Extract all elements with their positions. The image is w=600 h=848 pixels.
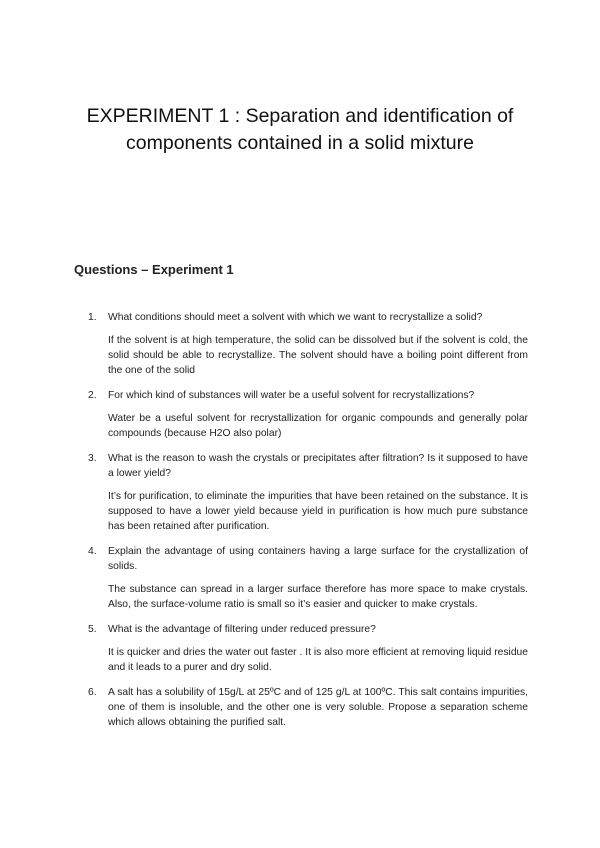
question-number: 2. [88,390,97,401]
question-text: For which kind of substances will water be a useful solvent for recrystallizations? [108,390,475,401]
question-item-3 [88,451,528,534]
answer-text: It is quicker and dries the water out faster . It is also more efficient at removing liquid residue and it leads to a purer and dry solid. [108,647,528,673]
question-text: What is the reason to wash the crystals or precipitates after filtration? Is it supposed to have a lower yield? [108,453,528,479]
question-number: 5. [88,624,97,635]
question-number: 4. [88,546,97,557]
questions-list [88,310,528,740]
question-number: 3. [88,453,97,464]
section-heading: Questions – Experiment 1 [74,262,234,277]
answer-text: If the solvent is at high temperature, the solid can be dissolved but if the solvent is cold, the solid should be able to recrystallize. The solvent should have a boiling point different from the one of the solid [108,335,528,376]
document-title [40,103,560,157]
document-title-line-1: EXPERIMENT 1 : Separation and identification of [86,105,514,128]
question-item-5 [88,622,528,675]
question-item-6 [88,685,528,730]
answer-text: It’s for purification, to eliminate the impurities that have been retained on the substance. It is supposed to have a lower yield because yield in purification is how much pure substance has been retained after purification. [108,491,528,532]
question-item-4 [88,544,528,612]
document-title-line-2: components contained in a solid mixture [126,132,474,155]
question-number: 1. [88,312,97,323]
question-text: What is the advantage of filtering under reduced pressure? [108,624,376,635]
question-item-1 [88,310,528,378]
question-text: What conditions should meet a solvent with which we want to recrystallize a solid? [108,312,483,323]
question-text: A salt has a solubility of 15g/L at 25ºC and of 125 g/L at 100ºC. This salt contains impurities, one of them is insoluble, and the other one is very soluble. Propose a separation scheme which allows obtaining the purified salt. [108,687,528,728]
question-number: 6. [88,687,97,698]
question-item-2 [88,388,528,441]
answer-text: The substance can spread in a larger surface therefore has more space to make crystals. Also, the surface-volume ratio is small so it’s easier and quicker to make crystals. [108,584,528,610]
answer-text: Water be a useful solvent for recrystallization for organic compounds and generally polar compounds (because H2O also polar) [108,413,528,439]
question-text: Explain the advantage of using containers having a large surface for the crystallization of solids. [108,546,528,572]
